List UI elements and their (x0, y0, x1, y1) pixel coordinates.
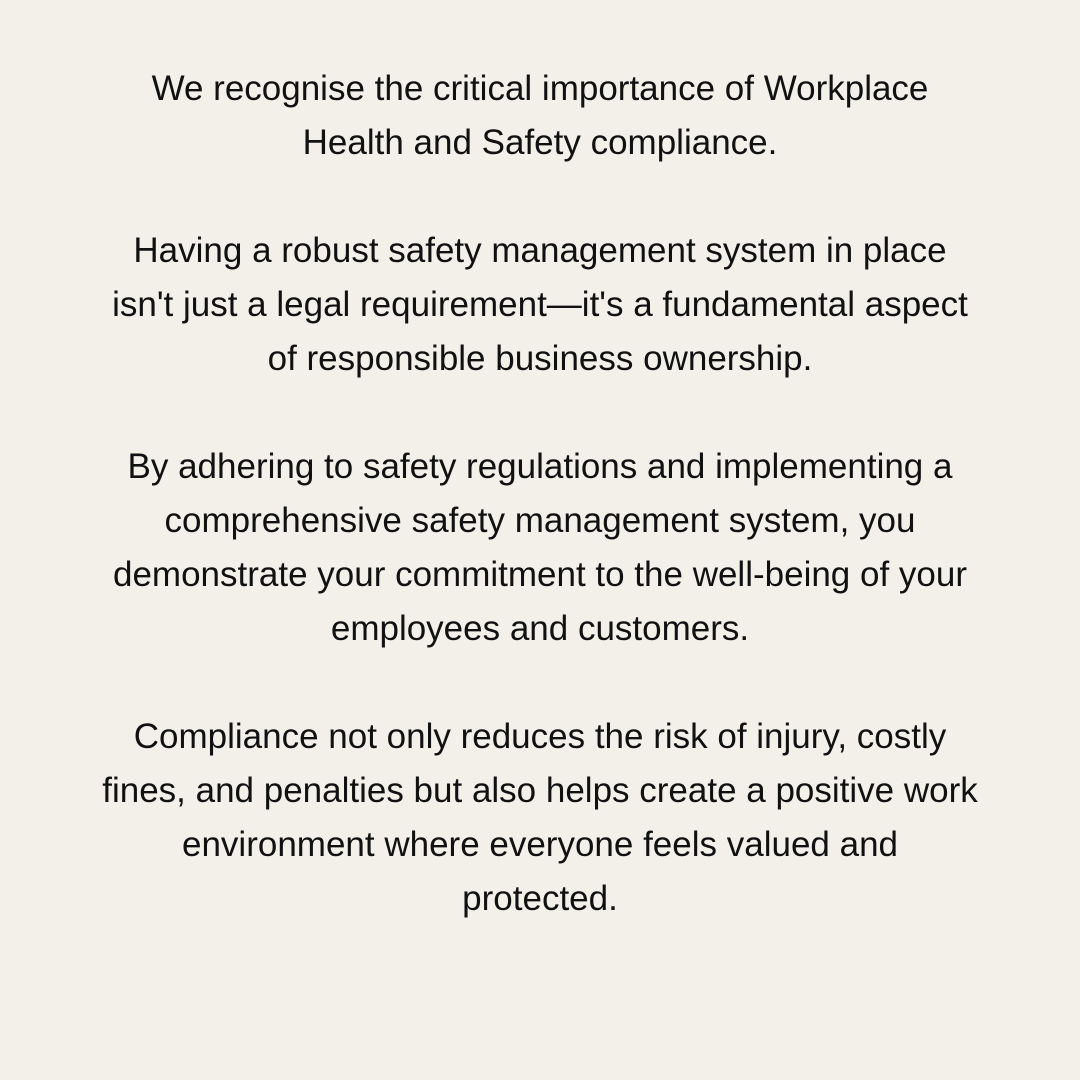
paragraph-compliance-importance: We recognise the critical importance of Workplace Health and Safety compliance. (151, 69, 929, 162)
paragraph-compliance-benefits: Compliance not only reduces the risk of injury, costly fines, and penalties but also helps create a positive work environment where everyone feels valued and protected. (102, 717, 978, 918)
paragraph-safety-management-system: Having a robust safety management system in place isn't just a legal requirement—it's a fundamental aspect of responsible business ownership. (112, 231, 968, 378)
paragraph-safety-regulations: By adhering to safety regulations and implementing a comprehensive safety management system, you demonstrate your commitment to the well-being of your employees and customers. (113, 447, 967, 648)
